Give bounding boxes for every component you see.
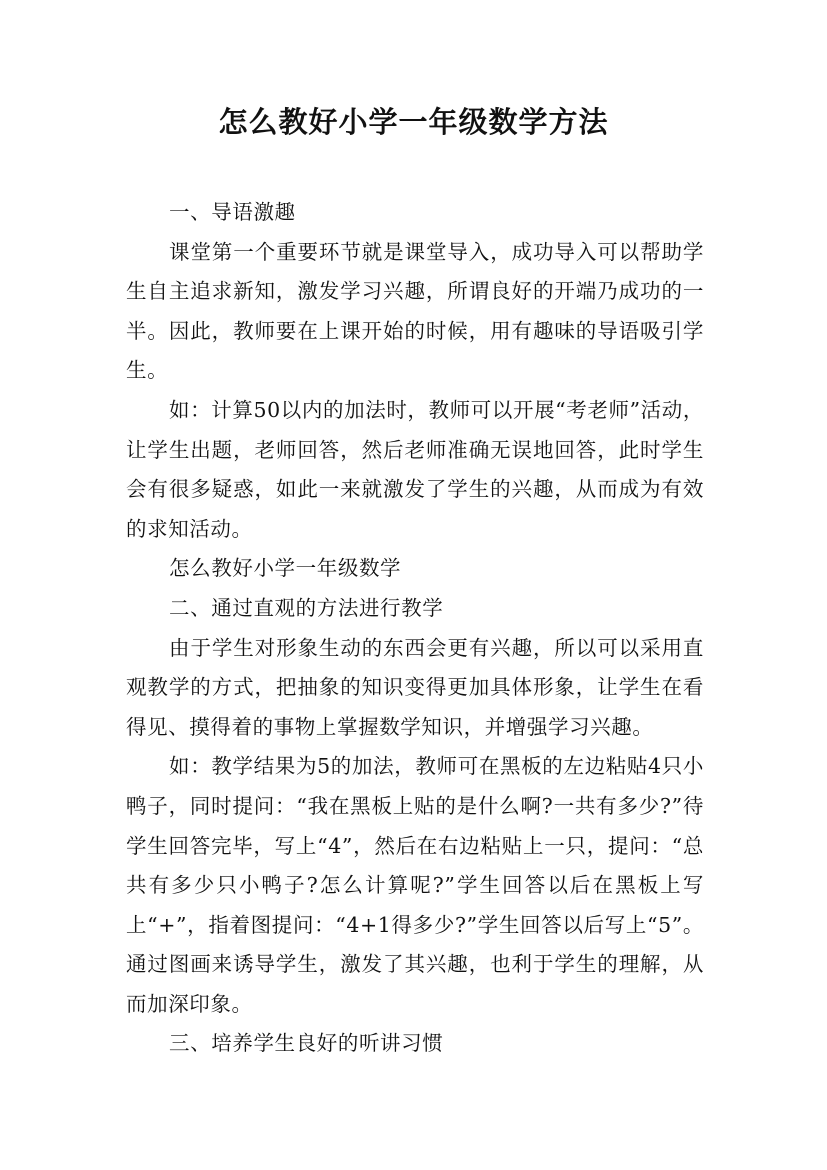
document-title: 怎么教好小学一年级数学方法 [218, 105, 609, 139]
section-heading-2: 二、通过直观的方法进行教学 [169, 595, 444, 620]
section-heading-1: 一、导语激趣 [169, 200, 296, 224]
paragraph-visual-teaching: 由于学生对形象生动的东西会更有兴趣，所以可以采用直观教学的方式，把抽象的知识变得更加具体形象，让学生在看得见、摸得着的事物上掌握数学知识，并增强学习兴趣。 [126, 635, 704, 739]
document-body [126, 193, 704, 1064]
paragraph-example-1: 如：计算50以内的加法时，教师可以开展“考老师”活动，让学生出题，老师回答，然后老师准确无误地回答，此时学生会有很多疑惑，如此一来就激发了学生的兴趣，从而成为有效的求知活动。 [126, 397, 704, 541]
paragraph-intro: 课堂第一个重要环节就是课堂导入，成功导入可以帮助学生自主追求新知，激发学习兴趣，所谓良好的开端乃成功的一半。因此，教师要在上课开始的时候，用有趣味的导语吸引学生。 [126, 239, 704, 383]
subtitle-line: 怎么教好小学一年级数学 [169, 556, 402, 581]
section-heading-3: 三、培养学生良好的听讲习惯 [169, 1031, 444, 1056]
paragraph-example-2: 如：教学结果为5的加法，教师可在黑板的左边粘贴4只小鸭子，同时提问：“我在黑板上贴的是什么啊?一共有多少?”待学生回答完毕，写上“4”，然后在右边粘贴上一只，提问：“总共有多少只小鸭子?怎么计算呢?”学生回答以后在黑板上写上“+”，指着图提问：“4+1得多少?”学生回答以后写上“5”。通过图画来诱导学生，激发了其兴趣，也利于学生的理解，从而加深印象。 [126, 754, 704, 1016]
